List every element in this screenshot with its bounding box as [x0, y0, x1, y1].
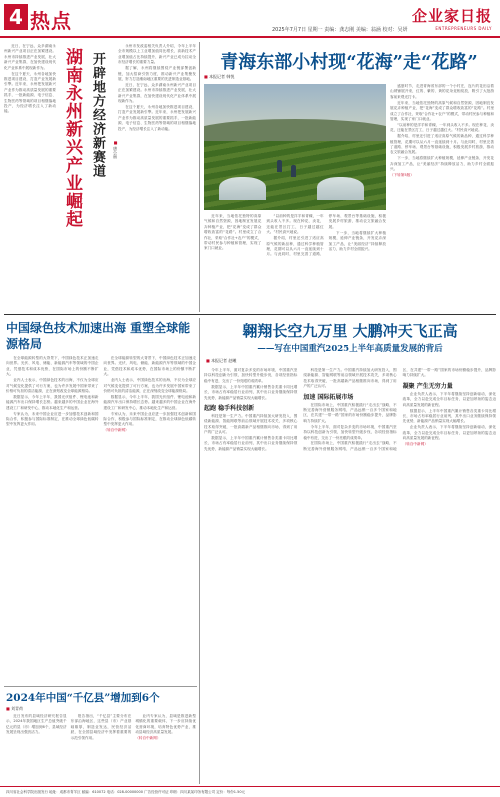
greentech-para: 数据显示，今年上半年，我国光伏组件、锂电池和新能源汽车出口保持增长态势。越来越多的中国企业在海外建设工厂和研发中心，推动本地化生产和运营。: [103, 394, 196, 410]
truck-para: 数据显示，上半年中国重汽累计销售各类重卡同比增长，市场占有率稳居行业前列，其中出口业务继续保持领先优势，新能源产品销量实现大幅增长。: [402, 408, 496, 424]
truck-para: 科技是第一生产力。中国重汽持续加大研发投入，围绕新能源、智能网联等前沿领域开展技术攻关，多项核心技术取得突破，一批高端新产品相继推向市场，得到了用户的广泛认可。: [204, 413, 298, 435]
paper-name-en: ENTREPRENEURS DAILY: [435, 26, 492, 31]
greentech-title: 中国绿色技术加速出海 重塑全球能源格局: [6, 321, 191, 351]
truck-author: [206, 358, 236, 364]
truck-section-head: 起跑 稳手科技创新: [204, 404, 255, 412]
greentech-para: 业内人士表示，中国绿色技术的出海，不仅为全球应对气候变化提供了可行方案，也为许多发展中国家带来了价格可负担的清洁能源，正在深刻改变全球能源格局。: [6, 378, 99, 393]
author-marker: ■: [204, 74, 208, 79]
photo-greenhouse: [219, 177, 266, 200]
column-divider: [199, 42, 200, 312]
truck-section-head: 加速 国际拓展市场: [303, 393, 354, 401]
qinghai-author: [204, 74, 234, 80]
hunan-para: 永州市发改委相关负责人介绍，今年上半年全市规模以上工业增加值同比增长，高新技术产业增加值占比持续提升，新兴产业已成为拉动全市经济增长的重要力量。: [118, 44, 196, 65]
photo-person: [277, 160, 282, 172]
qinghai-title: 青海东部小村现“花海”走“花路”: [220, 52, 478, 73]
continued-note: （转自中新网）: [135, 736, 161, 741]
hunan-body-left: [4, 44, 56, 312]
photo-greenhouse: [317, 177, 364, 200]
greentech-para: 数据显示，今年上半年，我国光伏组件、锂电池和新能源汽车出口保持增长态势。越来越多的中国企业在海外建设工厂和研发中心，推动本地化生产和运营。: [6, 394, 99, 410]
truck-para: 今年上半年，面对复杂多变的市场环境，中国重汽坚持以科技创新为引领，加快转型升级步伐，各项经营指标稳中有进，交出了一份亮眼的成绩单。: [303, 424, 397, 440]
qinghai-para: 下一步，当地将继续扩大种植规模，延伸产业链条，开发花卉深加工产品，让“美丽经济”持续释放活力，助力乡村全面振兴。: [390, 156, 494, 172]
truck-section-head: 凝聚 产生无穷力量: [402, 382, 453, 390]
date-info: 2025年7月7日 星期一 责编：龚志刚 美编：翁涵 校对：吴妍: [272, 27, 408, 33]
truck-body: [204, 368, 496, 782]
author-marker: ■: [113, 140, 118, 145]
qinghai-para: “以前种的是洋芋和青稞，一年到头收入不多。现在种花、卖花，还能在景区打工，日子越过越红火。”村民高兴地说。: [266, 214, 324, 235]
hunan-title: 湖南永州新兴产业崛起: [62, 48, 82, 228]
paper-logo: [412, 5, 492, 31]
greentech-para: 专家认为，未来中国企业应进一步加强技术创新和国际合作，积极参与国际标准制定，在推动全球绿色低碳转型中发挥更大作用。: [6, 411, 99, 427]
truck-para: 在国际市场上，中国重汽积极践行“走出去”战略，不断完善海外营销服务网络，产品远销一百多个国家和地区，在共建“一带一路”国家的市场份额稳步提升，品牌影响力持续扩大。: [303, 368, 496, 451]
truck-subtitle: ——写在中国重汽2025上半年高质量发展的背后: [257, 344, 443, 354]
greentech-para: 业内人士表示，中国绿色技术的出海，不仅为全球应对气候变化提供了可行方案，也为许多发展中国家带来了价格可负担的清洁能源，正在深刻改变全球能源格局。: [103, 378, 196, 393]
continued-note: （转自中新网）: [103, 428, 129, 433]
author-marker: ■: [6, 706, 10, 711]
flower-field-photo: [204, 84, 386, 210]
qinghai-para: 下一步，当地将继续扩大种植规模，延伸产业链条，开发花卉深加工产品，让“美丽经济”持续释放活力，助力乡村全面振兴。: [328, 230, 386, 251]
youhua-para: 报告指出，“千亿县”主要分布在东部沿海地区，这些县（市）产业基础雄厚，制造业发达，民营经济活跃，在全国县域经济中发挥着重要的示范引领作用。: [70, 714, 132, 740]
author-marker: ■: [206, 358, 210, 363]
section-title: 热点: [30, 9, 72, 33]
qinghai-body-bottom: [204, 214, 386, 310]
paper-name: 企业家日报: [411, 7, 492, 25]
page-header: [0, 0, 500, 38]
hunan-para: 在这个夏天，永州各地加快推进项目建设，打造产业发展新引擎。近年来，永州把发展新兴产业作为推动高质量发展的重要抓手，一批新能源、电子信息、生物医药等领域的项目相继落地投产，为经济增长注入了新动能。: [4, 71, 56, 114]
photo-person: [291, 165, 296, 177]
hunan-body-right: [118, 44, 196, 312]
page-number: 4: [4, 4, 28, 30]
youhua-para: 业内专家认为，县域是推进新型城镇化的重要载体，下一步应持续优化营商环境，培育特色优势产业，推动县域经济高质量发展。: [135, 714, 196, 735]
greentech-body: [6, 356, 196, 684]
youhua-body: [6, 714, 196, 784]
greentech-para: 在全球能源转型的大背景下，中国绿色技术正加速走向世界。光伏、风电、储能、新能源汽车等领域的中国企业，凭借技术和成本优势，在国际市场上的份额不断扩大。: [6, 356, 99, 377]
truck-para: 科技是第一生产力。中国重汽持续加大研发投入，围绕新能源、智能网联等前沿领域开展技术攻关，多项核心技术取得突破，一批高端新产品相继推向市场，得到了用户的广泛认可。: [303, 368, 397, 389]
hunan-lead: 开辟地方经济新赛道: [90, 52, 105, 178]
truck-para: 数据显示，上半年中国重汽累计销售各类重卡同比增长，市场占有率稳居行业前列，其中出口业务继续保持领先优势，新能源产品销量实现大幅增长。: [204, 384, 298, 400]
youhua-author: [6, 706, 23, 712]
hunan-para: 近日，在宁远，众多湖南永州新兴产业项目正在加紧建设。永州市持续推进产业发展，壮大新兴产业集群，在加快建设现代化产业体系中展现新作为。: [4, 44, 56, 70]
hunan-para: 在这个夏天，永州各地加快推进项目建设，打造产业发展新引擎。近年来，永州把发展新兴产业作为推动高质量发展的重要抓手，一批新能源、电子信息、生物医药等领域的项目相继落地投产，为经济增长注入了新动能。: [118, 104, 196, 131]
author-name: 刘青荷: [11, 706, 24, 711]
truck-para: 数据显示，上半年中国重汽累计销售各类重卡同比增长，市场占有率稳居行业前列，其中出口业务继续保持领先优势，新能源产品销量实现大幅增长。: [204, 436, 298, 451]
author-name: 唐小丽: [113, 146, 118, 159]
hunan-para: 近日，在宁远，众多湖南永州新兴产业项目正在加紧建设。永州市持续推进产业发展，壮大新兴产业集群，在加快建设现代化产业体系中展现新作为。: [118, 82, 196, 104]
truck-para: 企业负责人表示，下半年将继续坚持创新驱动，深化改革，全力以赴完成全年目标任务，以更加昂扬的姿态迈向高质量发展的新征程。: [402, 425, 496, 441]
column-divider: [199, 318, 200, 784]
author-name: 本报记者 韩悦: [209, 74, 235, 79]
qinghai-para: 近年来，当地依托独特的高原气候和自然资源，因地制宜发展花卉种植产业，把“花海”变成了群众增收致富的“花路”。村里成立了合作社，采取“合作社+农户”的模式，带动村民参与种植和管理，实现了家门口就业。: [390, 100, 494, 121]
youhua-para: 近日发布的县域经济研究报告显示，2024年我国地区生产总值突破千亿元的县（市）增加到6个，县域经济发展呈现出强劲活力。: [6, 714, 67, 735]
truck-title: 翱翔长空九万里 大鹏冲天飞正高: [242, 322, 458, 340]
qinghai-para: 近年来，当地依托独特的高原气候和自然资源，因地制宜发展花卉种植产业，把“花海”变成了群众增收致富的“花路”。村里成立了合作社，采取“合作社+农户”的模式，带动村民参与种植和管理，实现了家门口就业。: [204, 214, 262, 251]
continued-note: （下转第5版）: [390, 173, 414, 177]
section-divider: [4, 314, 496, 315]
greentech-para: 在全球能源转型的大背景下，中国绿色技术正加速走向世界。光伏、风电、储能、新能源汽车等领域的中国企业，凭借技术和成本优势，在国际市场上的份额不断扩大。: [103, 356, 196, 377]
qinghai-body-right: [390, 84, 494, 310]
truck-para: 在国际市场上，中国重汽积极践行“走出去”战略，不断完善海外营销服务网络，产品远销一百多个国家和地区，在共建“一带一路”国家的市场份额稳步提升，品牌影响力持续扩大。: [303, 402, 397, 423]
qinghai-para: 据介绍，村里还引进了适应高原气候的新品种，通过科学种植管理，花期可以从六月一直延续到十月。与此同时，村里完善了道路、停车场、观景台等基础设施，积极发展乡村旅游，推动农文旅融合发展。: [390, 134, 494, 155]
qinghai-para: 盛夏时节，走进青海省东部的一个小村庄，连片的花田沿着山坡铺展开来，红的、紫的、黄的花朵竞相绽放，吸引了大批游客前来观光打卡。: [390, 84, 494, 99]
greentech-para: 专家认为，未来中国企业应进一步加强技术创新和国际合作，积极参与国际标准制定，在推动全球绿色低碳转型中发挥更大作用。: [103, 411, 196, 427]
section-divider: [4, 686, 197, 687]
hunan-para: 据了解，永州将继续围绕产业链部署创新链，加大招商引资力度，推动新兴产业集聚发展，努力打造湘南地区重要的先进制造业基地。: [118, 66, 196, 81]
author-name: 本报记者 赵曦: [211, 358, 237, 363]
truck-para: 企业负责人表示，下半年将继续坚持创新驱动，深化改革，全力以赴完成全年目标任务，以更加昂扬的姿态迈向高质量发展的新征程。: [402, 391, 496, 407]
truck-para: 今年上半年，面对复杂多变的市场环境，中国重汽坚持以科技创新为引领，加快转型升级步伐，各项经营指标稳中有进，交出了一份亮眼的成绩单。: [204, 368, 298, 383]
qinghai-para: 据介绍，村里还引进了适应高原气候的新品种，通过科学种植管理，花期可以从六月一直延续到十月。与此同时，村里完善了道路、停车场、观景台等基础设施，积极发展乡村旅游，推动农文旅融合发展。: [266, 214, 386, 257]
continued-note: （转自中新网）: [402, 441, 428, 446]
footer-bar: 四川省社会科学院出版发行 地址：成都市青羊区 邮编：610072 电话：028-00000000 广告经营许可证 印刷：四川某某印务有限公司 定价：每份1.50元: [0, 786, 500, 797]
youhua-title: 2024年中国“千亿县”增加到6个: [6, 692, 160, 704]
qinghai-para: “以前种的是洋芋和青稞，一年到头收入不多。现在种花、卖花，还能在景区打工，日子越过越红火。”村民高兴地说。: [390, 122, 494, 133]
